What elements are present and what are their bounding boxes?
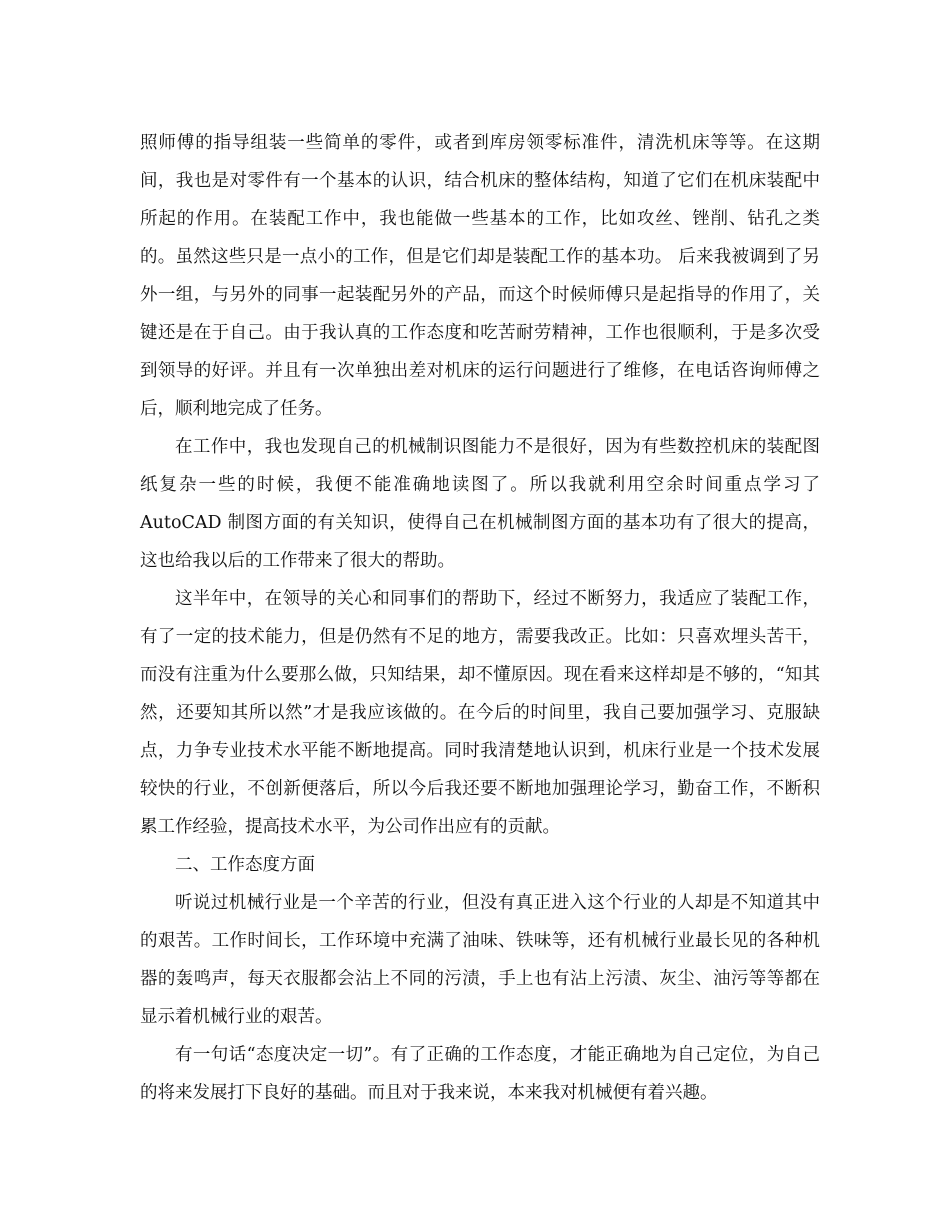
paragraph-continuation: 照师傅的指导组装一些简单的零件，或者到库房领零标准件，清洗机床等等。在这期间，我也是对零件有一个基本的认识，结合机床的整体结构，知道了它们在机床装配中所起的作用。在装配工作中，我也能做一些基本的工作，比如攻丝、锉削、钻孔之类的。虽然这些只是一点小的工作，但是它们却是装配工作的基本功。 后来我被调到了另外一组，与另外的同事一起装配另外的产品，而这个时候师傅只是起指导的作用了，关键还是在于自己。由于我认真的工作态度和吃苦耐劳精神，工作也很顺利，于是多次受到领导的好评。并且有一次单独出差对机床的运行问题进行了维修，在电话咨询师傅之后，顺利地完成了任务。 — [140, 133, 820, 419]
paragraph-attitude-quote: 有一句话“态度决定一切”。有了正确的工作态度，才能正确地为自己定位，为自己的将来发展打下良好的基础。而且对于我来说，本来我对机械便有着兴趣。 — [140, 1045, 820, 1103]
paragraph-industry-hardship: 听说过机械行业是一个辛苦的行业，但没有真正进入这个行业的人却是不知道其中的艰苦。工作时间长，工作环境中充满了油味、铁味等，还有机械行业最长见的各种机器的轰鸣声，每天衣服都会沾上不同的污渍，手上也有沾上污渍、灰尘、油污等等都在显示着机械行业的艰苦。 — [140, 893, 820, 1027]
paragraph-drawing-skills: 在工作中，我也发现自己的机械制识图能力不是很好，因为有些数控机床的装配图纸复杂一些的时候，我便不能准确地读图了。所以我就利用空余时间重点学习了 AutoCAD 制图方面的有关知识，使得自己在机械制图方面的基本功有了很大的提高，这也给我以后的工作带来了很大的帮助。 — [140, 437, 820, 571]
paragraph-half-year-summary: 这半年中，在领导的关心和同事们的帮助下，经过不断努力，我适应了装配工作，有了一定的技术能力，但是仍然有不足的地方，需要我改正。比如：只喜欢埋头苦干，而没有注重为什么要那么做，只知结果，却不懂原因。现在看来这样却是不够的，“知其然，还要知其所以然”才是我应该做的。在今后的时间里，我自己要加强学习、克服缺点，力争专业技术水平能不断地提高。同时我清楚地认识到，机床行业是一个技术发展较快的行业，不创新便落后，所以今后我还要不断地加强理论学习，勤奋工作，不断积累工作经验，提高技术水平，为公司作出应有的贡献。 — [140, 589, 820, 837]
document-body — [140, 124, 820, 1112]
section-heading-work-attitude: 二、工作态度方面 — [175, 855, 315, 875]
